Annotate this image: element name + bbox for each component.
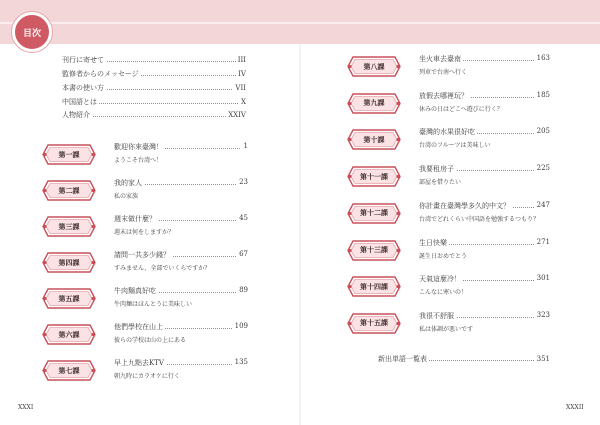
lesson-tag	[347, 166, 401, 187]
vocab-index-title: 新出単語一覧表	[378, 355, 427, 363]
front-matter-page: XXIV	[228, 111, 246, 119]
lesson-label: 第九課	[363, 99, 385, 108]
lesson-title-jp: 台湾でどれくらい中国語を勉強するつもり？	[419, 215, 539, 223]
lesson-title-zh: 放假去哪裡玩？	[419, 91, 468, 100]
lesson-tag	[42, 288, 96, 309]
toc-title: 目次	[22, 28, 41, 39]
lesson-label: 第十二課	[360, 209, 388, 218]
lesson-title-jp: すみません、全部でいくらですか？	[114, 265, 211, 272]
right-folio: XXXII	[566, 404, 584, 411]
front-matter-page: X	[241, 98, 246, 106]
lesson-label: 第十三課	[360, 246, 388, 254]
lesson-tag	[42, 360, 96, 381]
lesson-page: 1	[243, 142, 248, 150]
lesson-entry[interactable]	[347, 198, 550, 232]
lesson-label: 第十課	[363, 135, 385, 144]
lesson-tag	[347, 276, 401, 297]
lesson-title-jp: こんなに寒いの！	[419, 289, 468, 297]
lesson-title-zh: 請問一共多少錢？	[114, 251, 170, 259]
lesson-title-jp: 週末は何をしますか？	[114, 229, 175, 236]
lesson-tag	[42, 144, 96, 165]
lesson-label: 第四課	[58, 258, 80, 267]
lesson-tag	[42, 324, 96, 345]
lesson-entry[interactable]	[42, 355, 248, 389]
front-matter-page: III	[237, 56, 246, 64]
lesson-title-jp: 台湾のフルーツは美味しい	[419, 142, 491, 150]
lesson-tag	[347, 240, 401, 261]
lesson-label: 第六課	[58, 330, 80, 339]
lesson-page: 109	[234, 322, 248, 330]
lesson-title-jp: 部屋を借りたい	[419, 179, 462, 187]
page-gutter	[299, 44, 301, 425]
front-matter-entry[interactable]	[62, 54, 246, 66]
front-matter-entry[interactable]	[62, 96, 246, 108]
lesson-entry[interactable]	[347, 161, 550, 195]
header-band	[0, 0, 600, 44]
lesson-page: 301	[536, 274, 550, 283]
lesson-label: 第五課	[58, 294, 80, 303]
lesson-title-zh: 天氣這麼冷！	[419, 275, 461, 284]
lesson-entry[interactable]	[42, 139, 248, 173]
lesson-tag	[42, 252, 96, 273]
lesson-title-zh: 牛肉麵真好吃	[114, 287, 156, 295]
lesson-page: 23	[239, 178, 248, 186]
lesson-title-zh: 週末做什麼？	[114, 215, 156, 223]
lesson-title-jp: ようこそ台湾へ！	[114, 157, 163, 164]
lesson-entry[interactable]	[42, 283, 248, 317]
lesson-page: 163	[536, 54, 550, 62]
lesson-tag	[347, 203, 401, 224]
lesson-page: 323	[536, 310, 550, 319]
front-matter-title: 監修者からのメッセージ	[62, 70, 139, 78]
lesson-page: 185	[536, 90, 550, 99]
lesson-title-jp: 彼らの学校は山の上にある	[114, 337, 187, 344]
lesson-entry[interactable]	[42, 175, 248, 209]
lesson-entry[interactable]	[42, 247, 248, 281]
front-matter-page: IV	[238, 70, 246, 78]
lesson-title-zh: 早上九點去KTV	[114, 359, 164, 367]
lesson-page: 89	[239, 286, 248, 294]
lesson-entry[interactable]	[347, 124, 550, 158]
lesson-title-jp: 私の家族	[114, 193, 139, 200]
lesson-entry[interactable]	[347, 271, 550, 305]
lesson-title-jp: 誕生日おめでとう	[419, 252, 468, 260]
lesson-title-zh: 你計畫在臺灣學多久的中文？	[419, 201, 510, 210]
lesson-title-zh: 坐火車去臺南	[419, 55, 461, 63]
lesson-page: 271	[536, 237, 550, 246]
front-matter-page: VII	[235, 84, 246, 92]
lesson-tag	[347, 129, 401, 150]
lesson-page: 225	[536, 164, 550, 173]
header-stripe	[0, 22, 600, 24]
vocab-index-entry[interactable]	[378, 353, 550, 365]
vocab-index-page: 351	[536, 355, 550, 363]
lesson-label: 第十四課	[360, 282, 388, 291]
lesson-label: 第三課	[58, 222, 80, 231]
lesson-title-zh: 我要租房子	[419, 165, 454, 174]
lesson-label: 第二課	[58, 186, 80, 195]
lesson-entry[interactable]	[347, 235, 550, 269]
lesson-title-jp: 牛肉麺はほんとうに美味しい	[114, 301, 193, 308]
lesson-title-zh: 我很不舒服	[419, 311, 454, 320]
lesson-title-jp: 休みの日はどこへ遊びに行く？	[419, 105, 503, 113]
lesson-page: 135	[234, 358, 248, 366]
lesson-entry[interactable]	[42, 211, 248, 245]
lesson-tag	[347, 313, 401, 334]
lesson-tag	[42, 216, 96, 237]
front-matter-title: 本書の使い方	[62, 84, 104, 92]
lesson-entry[interactable]	[347, 51, 550, 85]
lesson-title-jp: 私は体調が悪いです	[419, 325, 474, 333]
lesson-title-jp: 列車で台南へ行く	[419, 69, 468, 76]
left-folio: XXXI	[18, 404, 34, 411]
front-matter-title: 刊行に寄せて	[62, 56, 104, 64]
lesson-label: 第七課	[58, 366, 80, 375]
front-matter-entry[interactable]	[62, 68, 246, 80]
front-matter-entry[interactable]	[62, 109, 246, 121]
lesson-label: 第八課	[363, 62, 385, 71]
lesson-label: 第十一課	[360, 172, 388, 181]
lesson-page: 247	[536, 200, 550, 209]
lesson-title-zh: 歡迎你來臺灣！	[114, 143, 163, 151]
front-matter-title: 中国語とは	[62, 98, 97, 106]
toc-badge	[12, 12, 52, 52]
lesson-label: 第一課	[58, 150, 80, 159]
lesson-tag	[42, 180, 96, 201]
lesson-label: 第十五課	[360, 319, 388, 328]
front-matter-title: 人物紹介	[62, 111, 90, 119]
lesson-title-zh: 他們學校在山上	[114, 323, 163, 331]
lesson-page: 67	[239, 250, 248, 258]
lesson-tag	[347, 93, 401, 114]
lesson-page: 205	[536, 127, 550, 136]
lesson-title-jp: 朝九時にカラオケに行く	[114, 373, 180, 380]
lesson-entry[interactable]	[42, 319, 248, 353]
lesson-tag	[347, 56, 401, 77]
lesson-title-zh: 臺灣的水果很好吃	[419, 128, 475, 137]
lesson-title-zh: 我的家人	[114, 179, 142, 187]
lesson-entry[interactable]	[347, 308, 550, 342]
lesson-entry[interactable]	[347, 88, 550, 122]
lesson-title-zh: 生日快樂	[419, 238, 447, 247]
front-matter-entry[interactable]	[62, 82, 246, 94]
lesson-page: 45	[239, 214, 248, 222]
